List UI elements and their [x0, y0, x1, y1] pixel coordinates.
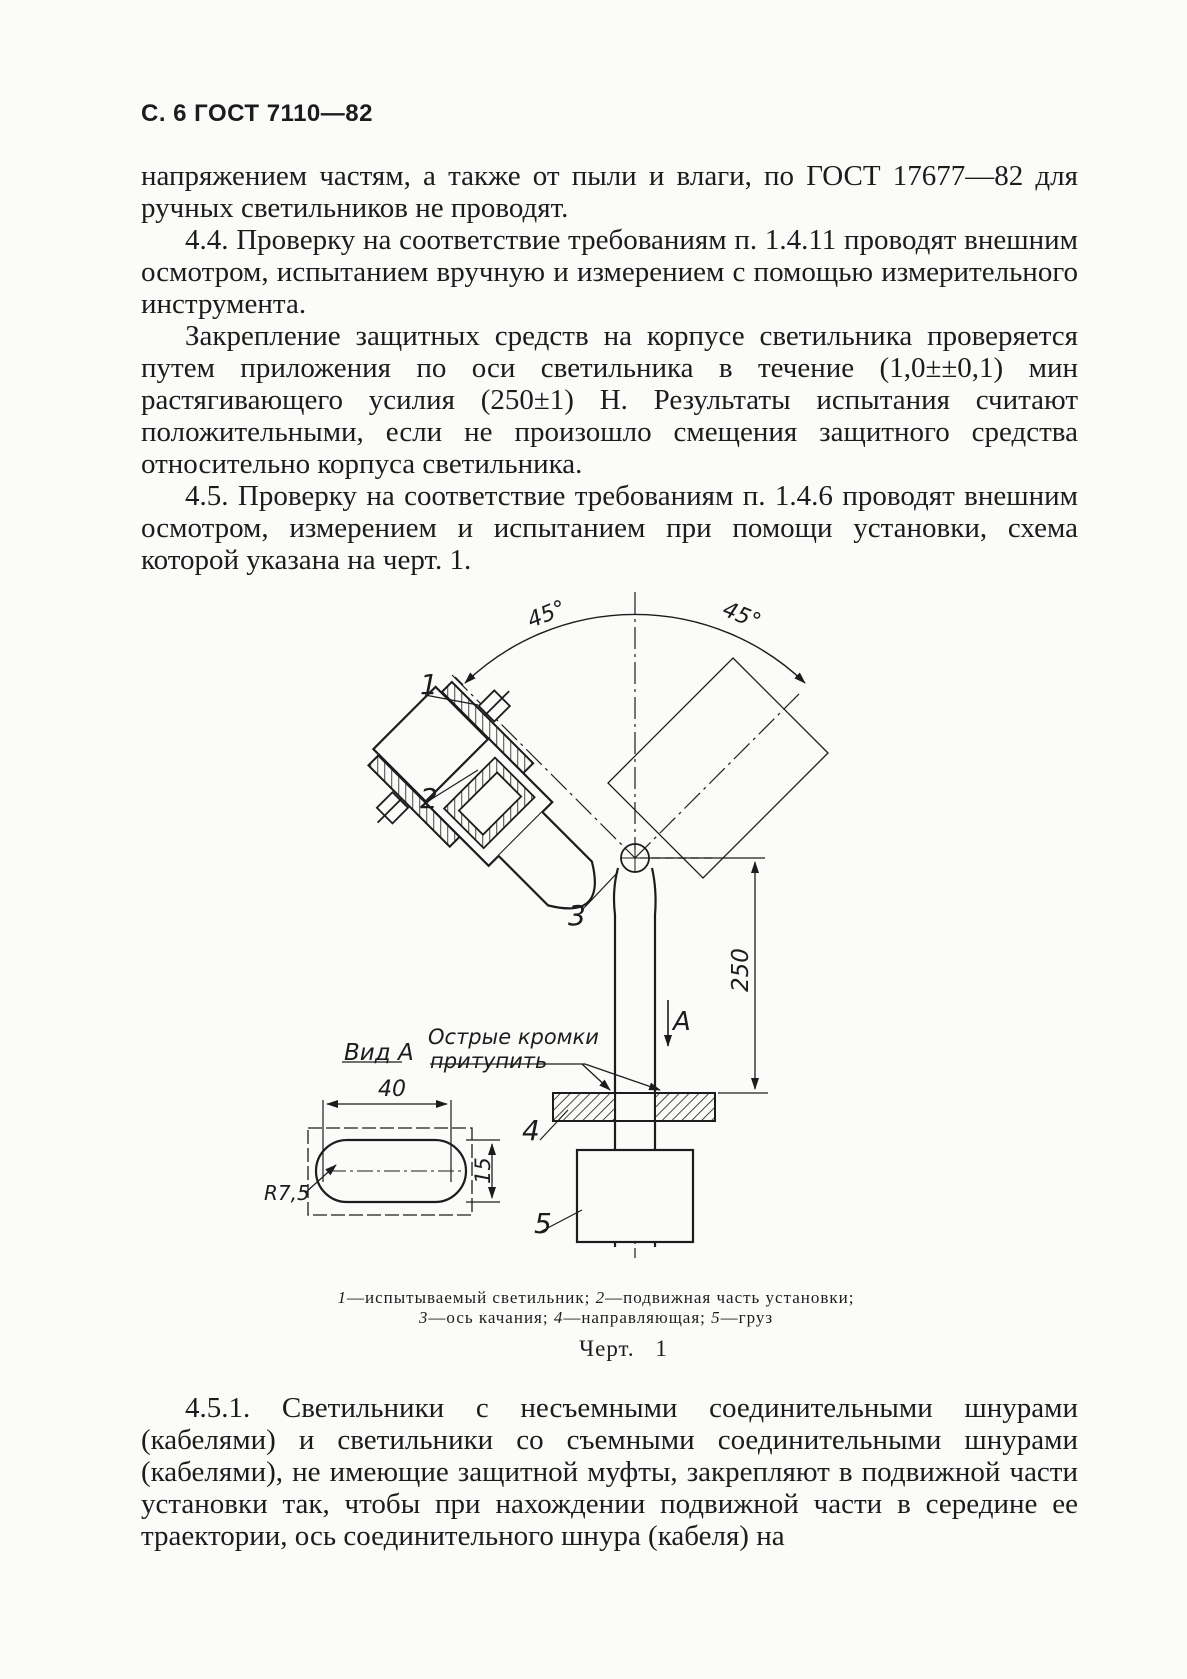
view-a-title: Вид А: [344, 1040, 414, 1066]
figure-title-word: Черт.: [579, 1336, 635, 1361]
callout-2: 2: [420, 782, 438, 815]
callout-5: 5: [534, 1207, 552, 1240]
caption-num-2: 2: [595, 1288, 606, 1307]
caption-num-5: 5: [711, 1308, 721, 1327]
page-header: С. 6 ГОСТ 7110—82: [141, 100, 373, 127]
drawing-figure-1: [0, 570, 1187, 1270]
centerline-right: [635, 691, 802, 858]
angle-label-right: 45°: [718, 597, 765, 635]
caption-text-4: —направляющая;: [563, 1308, 712, 1327]
lamp-assembly: [339, 652, 654, 967]
figure-title: [0, 1336, 1187, 1362]
caption-text-5: —груз: [720, 1308, 774, 1327]
weight-block: [577, 1150, 693, 1242]
radius-label: R7,5: [264, 1181, 310, 1205]
body-text-top: [141, 160, 1078, 576]
callout-3: 3: [568, 899, 586, 932]
note-line-2: притупить: [430, 1049, 548, 1073]
callout-4: 4: [522, 1114, 540, 1147]
dimension-40-label: 40: [378, 1077, 406, 1102]
callout-1: 1: [420, 668, 438, 701]
caption-num-4: 4: [553, 1308, 564, 1327]
angle-label-left: 45°: [524, 595, 570, 634]
note-line-1: Острые кромки: [428, 1025, 599, 1049]
dimension-250-label: 250: [728, 948, 754, 992]
caption-text-1: —испытываемый светильник;: [346, 1288, 596, 1307]
paragraph-continuation: напряжением частям, а также от пыли и влаги, по ГОСТ 17677—82 для ручных светильников не проводят.: [141, 160, 1078, 224]
figure-title-number: 1: [655, 1336, 668, 1361]
paragraph-4-5: 4.5. Проверку на соответствие требованиям п. 1.4.6 проводят внешним осмотром, измерением и испытанием при помощи установки, схема которой указана на черт. 1.: [141, 480, 1078, 576]
dimension-15-label: 15: [471, 1157, 495, 1184]
body-text-bottom: [141, 1392, 1078, 1552]
caption-num-1: 1: [337, 1288, 347, 1307]
figure-caption: [336, 1288, 856, 1328]
caption-text-3: —ось качания;: [428, 1308, 554, 1327]
caption-text-2: —подвижная часть установки;: [605, 1288, 855, 1307]
paragraph-4-5-1: 4.5.1. Светильники с несъемными соединительными шнурами (кабелями) и светильники со съемными соединительными шнурами (кабелями), не имеющие защитной муфты, закрепляют в подвижной части установки так, чтобы при нахождении подвижной части в середине ее траектории, ось соединительного шнура (кабеля) на: [141, 1392, 1078, 1552]
guide-plate-right: [655, 1093, 715, 1121]
view-arrow-a-label: А: [673, 1007, 691, 1037]
paragraph-fixing: Закрепление защитных средств на корпусе светильника проверяется путем приложения по оси светильника в течение (1,0±±0,1) мин растягивающего усилия (250±1) Н. Результаты испытания считают положительными, если не произошло смещения защитного средства относительно корпуса светильника.: [141, 320, 1078, 480]
caption-num-3: 3: [418, 1308, 429, 1327]
paragraph-4-4: 4.4. Проверку на соответствие требованиям п. 1.4.11 проводят внешним осмотром, испытанием вручную и измерением с помощью измерительного инструмента.: [141, 224, 1078, 320]
technical-drawing: [0, 570, 1187, 1270]
